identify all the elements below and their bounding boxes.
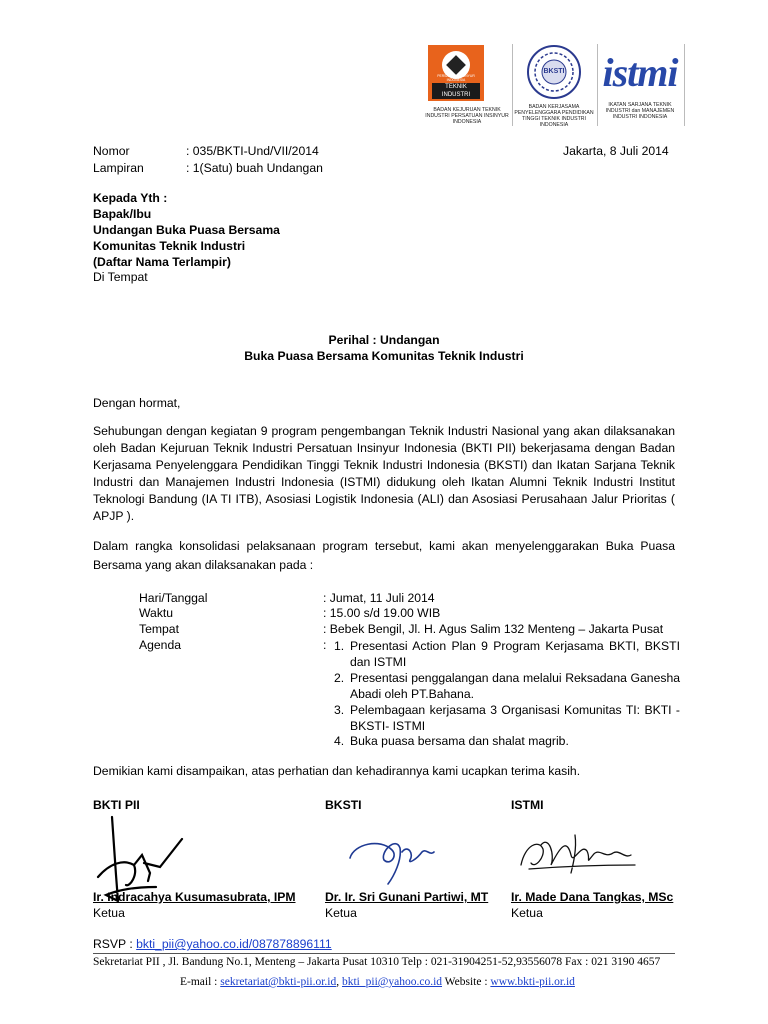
footer-contacts [180,976,575,988]
signer-org: BKTI PII [93,798,140,812]
signer-role: Ketua [93,906,125,920]
recipient-place: Di Tempat [93,270,148,284]
agenda-num: 3. [334,703,345,717]
hari-value: : Jumat, 11 Juli 2014 [323,591,435,605]
bkti-pii-caption: BADAN KEJURUAN TEKNIK INDUSTRI PERSATUAN INSINYUR INDONESIA [425,107,509,125]
recipient-line: (Daftar Nama Terlampir) [93,255,231,269]
letter-date: Jakarta, 8 Juli 2014 [563,144,669,158]
bksti-caption: BADAN KERJASAMA PENYELENGGARA PENDIDIKAN TINGGI TEKNIK INDUSTRI INDONESIA [514,104,594,128]
signer-name: Ir. Indracahya Kusumasubrata, IPM [93,890,296,904]
signer-org: BKSTI [325,798,362,812]
closing-sentence: Demikian kami disampaikan, atas perhatian dan kehadirannya kami ucapkan terima kasih. [93,764,581,778]
footer-website-label: Website : [442,976,491,988]
waktu-label: Waktu [139,606,174,620]
body-paragraph-1: Sehubungan dengan kegiatan 9 program pengembangan Teknik Industri Nasional yang akan dilaksanakan oleh Badan Kejuruan Teknik Industri Persatuan Insinyur Indonesia (BKTI PII) bekerjasama dengan Badan Kerjasama Penyelenggara Pendidikan Tinggi Teknik Industri Indonesia (BKSTI) dan Ikatan Sarjana Teknik Industri dan Manajemen Industri Indonesia (ISTMI) didukung oleh Ikatan Alumni Teknik Industri Institut Teknologi Bandung (IA TI ITB), Asosiasi Logistik Indonesia (ALI) dan Asosiasi Perusahaan Jalur Prioritas ( APJP ). [93,424,675,523]
footer-divider [93,953,675,954]
footer-email-link[interactable]: sekretariat@bkti-pii.or.id [220,976,337,988]
nomor-label: Nomor [93,144,130,158]
subject-line-1: Perihal : Undangan [328,333,440,347]
lampiran-value: : 1(Satu) buah Undangan [186,161,323,175]
footer-separator: , [336,976,342,988]
subject-line-2: Buka Puasa Bersama Komunitas Teknik Industri [244,349,524,363]
agenda-text: Presentasi penggalangan dana melalui Reksadana Ganesha Abadi oleh PT.Bahana. [350,671,680,701]
nomor-value: : 035/BKTI-Und/VII/2014 [186,144,319,158]
agenda-text: Buka puasa bersama dan shalat magrib. [350,734,569,748]
bkti-pii-logo [425,45,512,125]
istmi-caption: IKATAN SARJANA TEKNIK INDUSTRI dan MANAJEMEN INDUSTRI INDONESIA [605,102,675,120]
istmi-wordmark: istmi [602,50,678,95]
greeting: Dengan hormat, [93,396,181,410]
bksti-logo-inner-text: BKSTI [543,68,565,75]
signer-name: Dr. Ir. Sri Gunani Partiwi, MT [325,890,489,904]
logo-divider [684,44,685,126]
tempat-value: : Bebek Bengil, Jl. H. Agus Salim 132 Menteng – Jakarta Pusat [323,622,664,636]
bksti-logo [512,42,596,126]
hari-label: Hari/Tanggal [139,591,208,605]
kepada-yth: Kepada Yth : [93,191,168,205]
agenda-num: 1. [334,639,345,653]
rsvp-contact-link[interactable]: bkti_pii@yahoo.co.id/087878896111 [136,937,332,951]
istmi-logo [598,44,684,126]
recipient-line: Undangan Buka Puasa Bersama [93,223,280,237]
footer-website-link[interactable]: www.bkti-pii.or.id [490,976,575,988]
bkti-pii-logo-top-text: PERSATUAN INSINYUR INDONESIA [437,74,475,82]
signature-istmi [515,825,645,885]
rsvp-label: RSVP : [93,937,137,951]
lampiran-label: Lampiran [93,161,144,175]
agenda-num: 2. [334,671,345,685]
bkti-pii-logo-inner-text: TEKNIK INDUSTRI [441,84,471,98]
waktu-value: : 15.00 s/d 19.00 WIB [323,606,441,620]
agenda-text: Presentasi Action Plan 9 Program Kerjasama BKTI, BKSTI dan ISTMI [350,639,680,669]
footer-address: Sekretariat PII , Jl. Bandung No.1, Menteng – Jakarta Pusat 10310 Telp : 021-31904251-52,93556078 Fax : 021 3190 4657 [93,956,661,968]
rsvp-line [93,937,332,951]
agenda-text: Pelembagaan kerjasama 3 Organisasi Komunitas TI: BKTI - BKSTI- ISTMI [350,703,680,733]
signer-role: Ketua [511,906,543,920]
body-paragraph-2: Dalam rangka konsolidasi pelaksanaan program tersebut, kami akan menyelenggarakan Buka Puasa Bersama yang akan dilaksanakan pada : [93,539,675,572]
agenda-label: Agenda [139,638,182,652]
agenda-item [330,638,680,670]
agenda-colon: : [323,638,327,652]
agenda-item [330,702,680,734]
signer-org: ISTMI [511,798,544,812]
agenda-item [330,670,680,702]
agenda-num: 4. [334,734,345,748]
footer-email-link-2[interactable]: bkti_pii@yahoo.co.id [341,976,443,988]
agenda-item [330,733,680,749]
signature-bksti [340,830,450,890]
signer-role: Ketua [325,906,357,920]
signer-name: Ir. Made Dana Tangkas, MSc [511,890,674,904]
recipient-line: Bapak/Ibu [93,207,152,221]
footer-email-label: E-mail : [180,976,221,988]
tempat-label: Tempat [139,622,179,636]
recipient-line: Komunitas Teknik Industri [93,239,246,253]
